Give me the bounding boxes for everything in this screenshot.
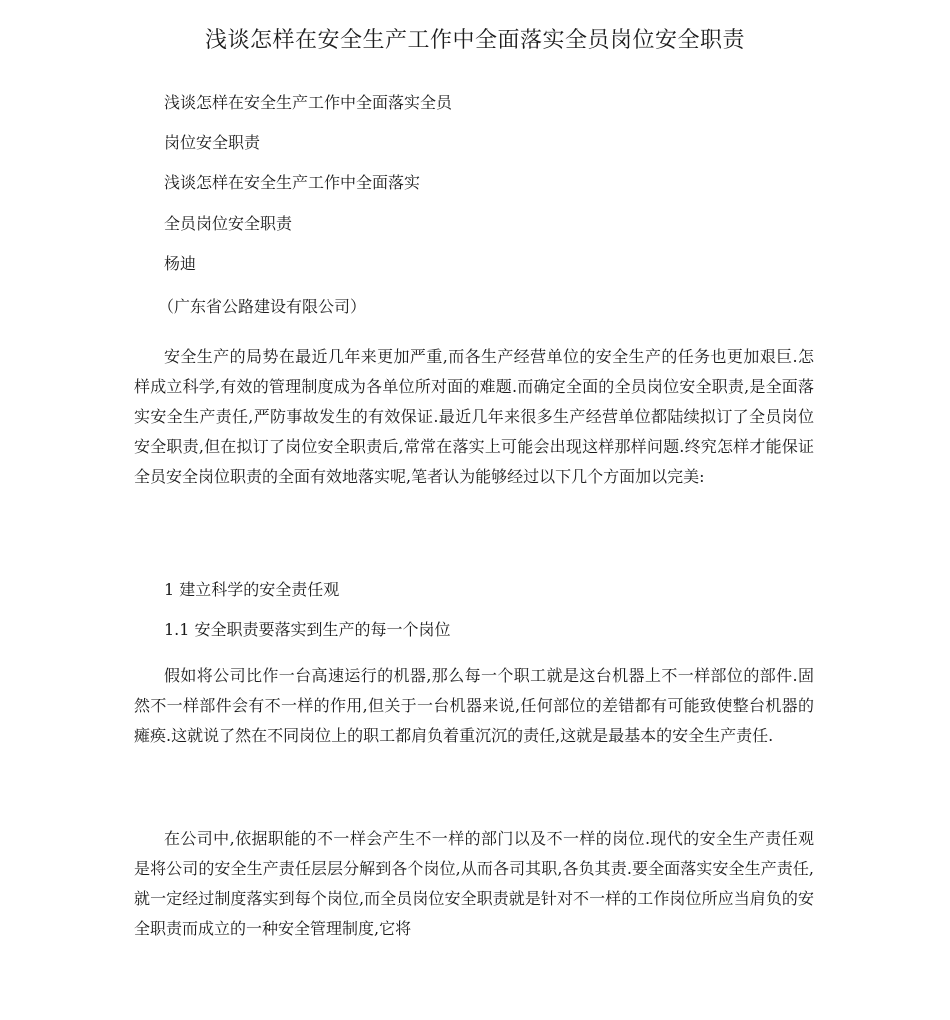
paragraph-intro: 安全生产的局势在最近几年来更加严重,而各生产经营单位的安全生产的任务也更加艰巨.怎样成立科学,有效的管理制度成为各单位所对面的难题.而确定全面的全员岗位安全职责,是全面落实安全生产责任,严防事故发生的有效保证.最近几年来很多生产经营单位都陆续拟订了全员岗位安全职责,但在拟订了岗位安全职责后,常常在落实上可能会出现这样那样问题.终究怎样才能保证全员安全岗位职责的全面有效地落实呢,笔者认为能够经过以下几个方面加以完美: (134, 347, 814, 486)
subsection-heading-1-1: 1.1 安全职责要落实到生产的每一个岗位 (164, 620, 451, 639)
section-heading-1: 1 建立科学的安全责任观 (164, 580, 340, 599)
paragraph-machine-analogy: 假如将公司比作一台高速运行的机器,那么每一个职工就是这台机器上不一样部位的部件.固然不一样部件会有不一样的作用,但关于一台机器来说,任何部位的差错都有可能致使整台机器的瘫痪.这就说了然在不同岗位上的职工都肩负着重沉沉的责任,这就是最基本的安全生产责任. (134, 666, 814, 745)
author-name: 杨迪 (164, 254, 197, 273)
header-line-2: 岗位安全职责 (164, 133, 261, 152)
header-line-4: 全员岗位安全职责 (164, 214, 293, 233)
author-affiliation: （广东省公路建设有限公司） (158, 297, 367, 316)
paragraph-company-positions: 在公司中,依据职能的不一样会产生不一样的部门以及不一样的岗位.现代的安全生产责任观是将公司的安全生产责任层层分解到各个岗位,从而各司其职,各负其责.要全面落实安全生产责任,就一定经过制度落实到每个岗位,而全员岗位安全职责就是针对不一样的工作岗位所应当肩负的安全职责而成立的一种安全管理制度,它将 (134, 829, 814, 938)
document-title: 浅谈怎样在安全生产工作中全面落实全员岗位安全职责 (204, 28, 745, 53)
header-line-3: 浅谈怎样在安全生产工作中全面落实 (164, 173, 421, 192)
header-line-1: 浅谈怎样在安全生产工作中全面落实全员 (164, 93, 453, 112)
